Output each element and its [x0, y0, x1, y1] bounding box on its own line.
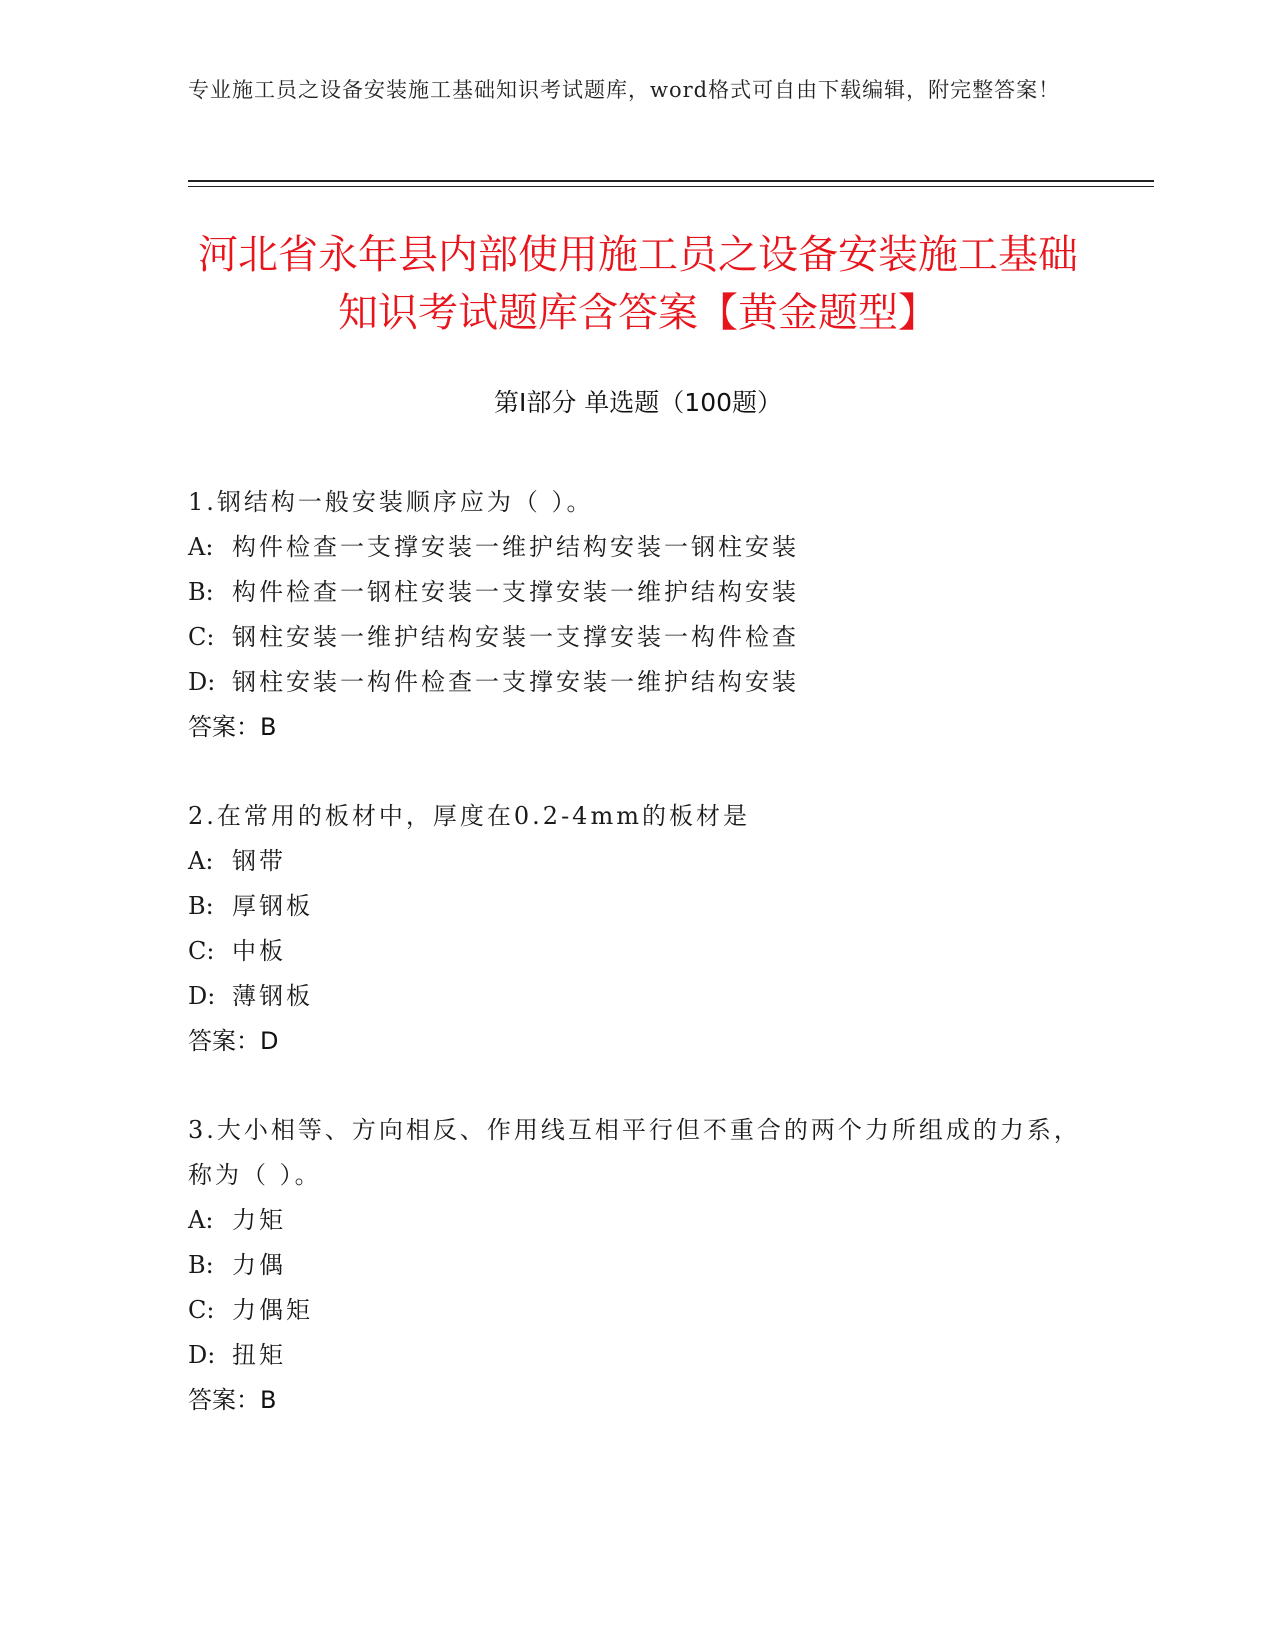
- option-c: [188, 615, 1088, 660]
- option-b: [188, 570, 1088, 615]
- answer-line: 答案：D: [188, 1027, 279, 1055]
- option-text: 钢柱安装一维护结构安装一支撑安装一构件检查: [232, 623, 799, 651]
- option-text: 钢带: [232, 847, 286, 875]
- option-label: C:: [188, 937, 215, 965]
- option-d: [188, 660, 1088, 705]
- answer-line: 答案：B: [188, 1386, 277, 1414]
- option-d: [188, 1333, 1088, 1378]
- intro-text: 专业施工员之设备安装施工基础知识考试题库，word格式可自由下载编辑，附完整答案！: [188, 78, 1061, 102]
- question-stem: 2.在常用的板材中，厚度在0.2-4mm的板材是: [188, 802, 750, 830]
- option-label: A:: [188, 847, 214, 875]
- option-text: 薄钢板: [232, 982, 313, 1010]
- section-heading: 第Ⅰ部分 单选题（100题）: [493, 388, 783, 417]
- answer-line: 答案：B: [188, 713, 277, 741]
- question-item: [188, 794, 1088, 1064]
- option-text: 力矩: [232, 1206, 286, 1234]
- option-label: B:: [188, 892, 214, 920]
- option-text: 构件检查一支撑安装一维护结构安装一钢柱安装: [232, 533, 799, 561]
- option-label: B:: [188, 578, 214, 606]
- option-text: 构件检查一钢柱安装一支撑安装一维护结构安装: [232, 578, 799, 606]
- question-list: [188, 478, 1088, 1467]
- option-label: B:: [188, 1251, 214, 1279]
- option-label: C:: [188, 1296, 215, 1324]
- option-b: [188, 884, 1088, 929]
- option-c: [188, 1288, 1088, 1333]
- question-item: [188, 480, 1088, 750]
- option-label: D:: [188, 668, 216, 696]
- question-item: [188, 1108, 1088, 1423]
- document-title: 河北省永年县内部使用施工员之设备安装施工基础知识考试题库含答案【黄金题型】: [198, 232, 1078, 336]
- option-a: [188, 525, 1088, 570]
- option-text: 扭矩: [232, 1341, 286, 1369]
- option-text: 厚钢板: [232, 892, 313, 920]
- question-stem: 1.钢结构一般安装顺序应为（ ）。: [188, 488, 594, 516]
- option-text: 力偶: [232, 1251, 286, 1279]
- option-label: C:: [188, 623, 215, 651]
- option-c: [188, 929, 1088, 974]
- option-label: D:: [188, 982, 216, 1010]
- option-d: [188, 974, 1088, 1019]
- option-a: [188, 1198, 1088, 1243]
- option-label: A:: [188, 533, 214, 561]
- option-a: [188, 839, 1088, 884]
- option-text: 钢柱安装一构件检查一支撑安装一维护结构安装: [232, 668, 799, 696]
- option-text: 力偶矩: [232, 1296, 313, 1324]
- header-divider-thick: [188, 180, 1154, 182]
- option-label: D:: [188, 1341, 216, 1369]
- question-stem: 3.大小相等、方向相反、作用线互相平行但不重合的两个力所组成的力系，称为（ ）。: [188, 1116, 1081, 1189]
- option-label: A:: [188, 1206, 214, 1234]
- option-text: 中板: [232, 937, 286, 965]
- option-b: [188, 1243, 1088, 1288]
- header-divider-thin: [188, 186, 1154, 187]
